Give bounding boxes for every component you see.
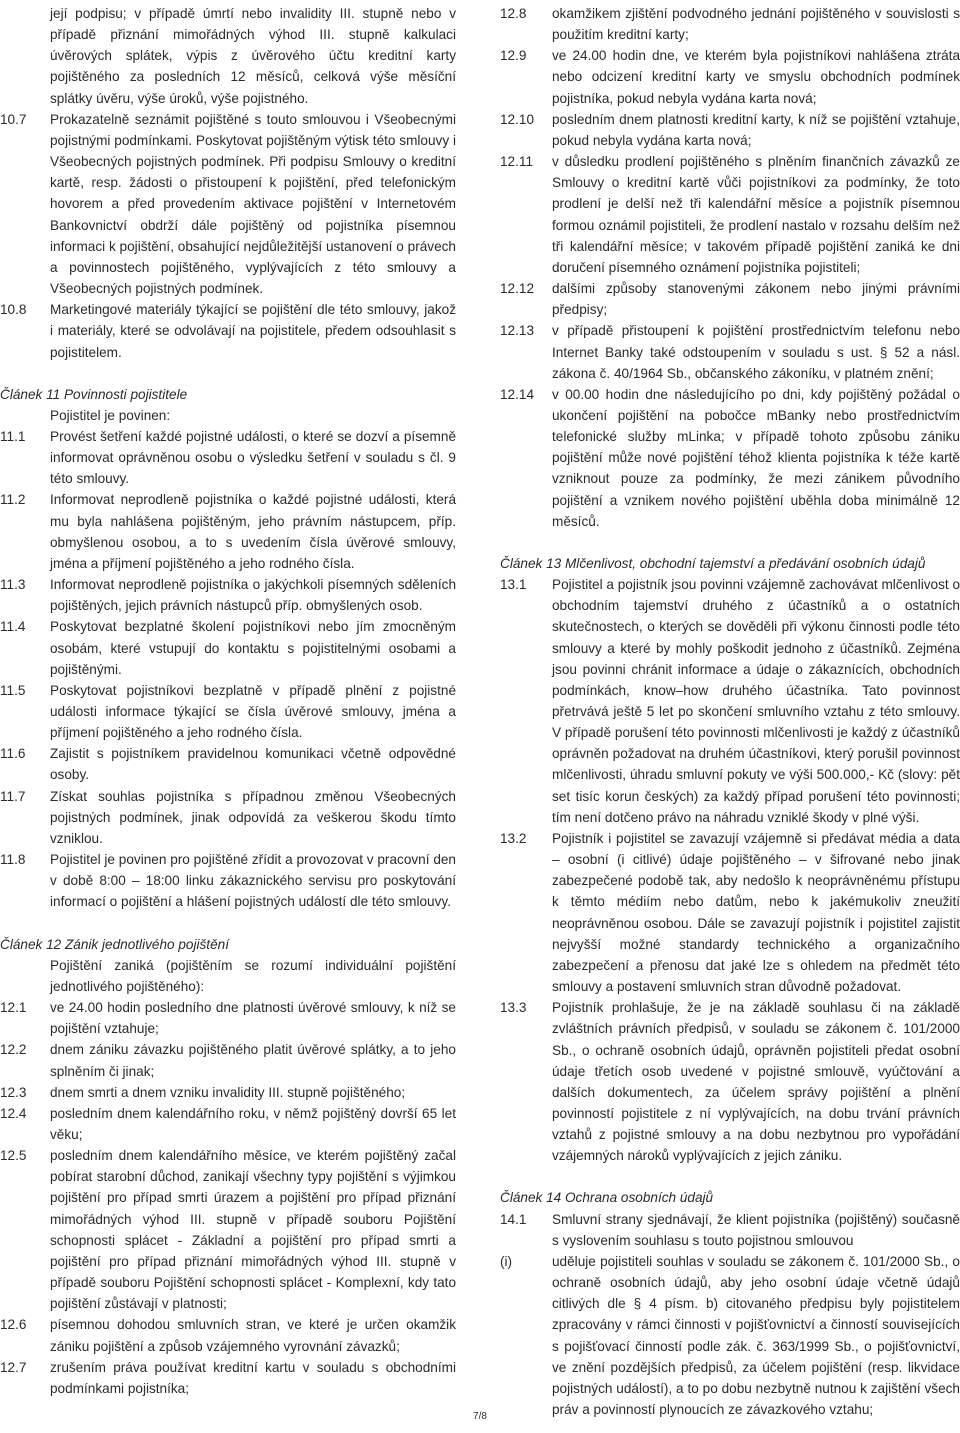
clause-number: 12.13 <box>500 323 535 339</box>
clause-text: v případě přistoupení k pojištění prostřednictvím telefonu nebo Internet Banky také odstoupením v souladu s ust. § 52 a násl. zákona č. 40/1964 Sb., občanského zákoníku, v platném znění; <box>552 323 960 381</box>
clause-text: Marketingové materiály týkající se pojištění dle této smlouvy, jakož i materiály, které se odvolávají na pojistitele, předem odsouhlasit s pojistitelem. <box>50 302 456 360</box>
clause-text: Poskytovat pojistníkovi bezplatně v případě plnění z pojistné události informace týkající se čísla úvěrové smlouvy, jména a příjmení pojištěného a jeho rodného čísla. <box>50 682 456 741</box>
clause-text: okamžikem zjištění podvodného jednání pojištěného v souvislosti s použitím kreditní karty; <box>552 6 960 43</box>
article-12-heading: Článek 12 Zánik jednotlivého pojištění <box>0 936 229 952</box>
clause-13-1 <box>500 574 960 828</box>
clause-number: 10.8 <box>0 302 27 318</box>
clause-text: Smluvní strany sjednávají, že klient pojistníka (pojištěný) současně s vyslovením souhlasu s touto pojistnou smlouvou <box>552 1211 960 1248</box>
article-14-heading: Článek 14 Ochrana osobních údajů <box>500 1190 714 1206</box>
clause-number: 13.2 <box>500 830 527 846</box>
clause-11-7 <box>0 786 456 849</box>
clause-text: Získat souhlas pojistníka s případnou změnou Všeobecných pojistných podmínek, jinak odpovídá za veškerou škodu tímto vzniklou. <box>50 788 456 846</box>
clause-number: 12.9 <box>500 48 527 64</box>
clause-number: 11.8 <box>0 852 26 868</box>
clause-number: 11.2 <box>0 492 26 508</box>
clause-number: 11.1 <box>0 428 26 444</box>
clause-number: 12.8 <box>500 6 527 21</box>
clause-number: 11.3 <box>0 577 26 593</box>
clause-number: 12.10 <box>500 111 535 127</box>
clause-text: Provést šetření každé pojistné události, o které se dozví a písemně informovat oprávněnou osobu o výsledku šetření v souladu s čl. 9 této smlouvy. <box>50 428 456 487</box>
clause-number: 12.5 <box>0 1148 27 1164</box>
clause-text: v 00.00 hodin dne následujícího po dni, kdy pojištěný požádal o ukončení pojištění na pobočce mBanky nebo prostřednictvím telefonické služby mLinka; v případě tohoto způsobu zániku pojištění může nové pojištění téhož klienta pojistníka k téže kartě vzniknout pouze za podmínky, že mezi zánikem původního pojištění a vznikem nového pojištění uběhla doba minimálně 12 měsíců. <box>552 386 960 529</box>
clause-12-4 <box>0 1103 456 1145</box>
clause-12-11 <box>500 151 960 278</box>
clause-12-6 <box>0 1314 456 1356</box>
clause-12-5 <box>0 1145 456 1314</box>
right-column <box>500 3 960 1420</box>
clause-12-14 <box>500 384 960 532</box>
clause-number: 12.6 <box>0 1317 27 1333</box>
clause-number: 12.11 <box>500 154 534 170</box>
clause-text: posledním dnem kalendářního měsíce, ve kterém pojištěný začal pobírat starobní důchod, zanikají všechny typy pojištění s výjimkou pojištění pro případ smrti úrazem a pojištění pro případ přiznání mimořádných výhod III. stupně v případě souboru Pojištění schopnosti splácet - Základní a pojištění pro případ smrti a pojištění pro případ přiznání mimořádných výhod III. stupně v případě souboru Pojištění schopnosti splácet - Komplexní, kdy tato pojištění zůstávají v platnosti; <box>50 1148 456 1312</box>
clause-text: zrušením práva používat kreditní kartu v souladu s obchodními podmínkami pojistníka; <box>50 1359 456 1396</box>
clause-number: 11.6 <box>0 746 26 762</box>
clause-number: 13.3 <box>500 1000 527 1016</box>
clause-text: uděluje pojistiteli souhlas v souladu se zákonem č. 101/2000 Sb., o ochraně osobních údajů, aby jeho osobní údaje včetně údajů citlivých dle § 4 písm. b) citovaného předpisu byly pojistitelem zpracovány v rámci činnosti v pojišťovnictví a činností souvisejících s pojišťovací činností podle zák. č. 363/1999 Sb., o pojišťovnictví, ve znění pozdějších předpisů, za účelem pojištění (resp. likvidace pojistných událostí), a to po dobu nezbytně nutnou k zajištění všech práv a povinností plynoucích ze závazkového vztahu; <box>552 1253 960 1417</box>
clause-text: posledním dnem platnosti kreditní karty, k níž se pojištění vztahuje, pokud nebyla vydána karta nová; <box>552 111 960 148</box>
clause-11-4 <box>0 616 456 679</box>
clause-text: Pojistník prohlašuje, že je na základě souhlasu či na základě zvláštních právních předpisů, v souladu se zákonem č. 101/2000 Sb., o ochraně osobních údajů, oprávněn pojistiteli předat osobní údaje třetích osob uvedené v pojistné smlouvě, vyúčtování a dalších dokumentech, za účelem správy pojištění a plnění povinností pojistitele z ní vyplývajících, na dobu trvání právních vztahů z pojistné smlouvy a na dobu nezbytnou pro vypořádání vzájemných nároků vyplývajících z jejich zániku. <box>552 1000 960 1164</box>
clause-number: 12.1 <box>0 1000 27 1016</box>
clause-12-9 <box>500 45 960 108</box>
clause-11-3 <box>0 574 456 616</box>
clause-11-1 <box>0 426 456 489</box>
clause-text: dnem zániku závazku pojištěného platit úvěrové splátky, a to jeho splněním či jinak; <box>50 1042 456 1079</box>
clause-11-2 <box>0 489 456 574</box>
clause-number: 11.5 <box>0 682 26 698</box>
clause-text: Pojistitel je povinen pro pojištěné zřídit a provozovat v pracovní den v době 8:00 – 18:00 linku zákaznického servisu pro poskytování informací o pojištění a hlášení pojistných událostí dle této smlouvy. <box>50 852 456 910</box>
clause-number: 12.12 <box>500 281 535 297</box>
clause-number: 11.7 <box>0 788 26 804</box>
intro-paragraph: její podpisu; v případě úmrtí nebo invalidity III. stupně nebo v případě přiznání mimořádných výhod III. stupně kalkulaci úvěrových splátek, výpis z úvěrového účtu kreditní karty pojištěného za posledních 12 měsíců, celková výše měsíční splátky úvěru, výše úroků, výše pojistného. <box>50 6 456 106</box>
clause-12-2 <box>0 1039 456 1081</box>
clause-number: 12.4 <box>0 1105 27 1121</box>
clause-10-7 <box>0 109 456 299</box>
article-12-intro: Pojištění zaniká (pojištěním se rozumí individuální pojištění jednotlivého pojištěného): <box>50 957 456 994</box>
clause-12-8 <box>500 3 960 45</box>
clause-13-3 <box>500 997 960 1166</box>
clause-10-8 <box>0 299 456 362</box>
clause-14-1-i <box>500 1251 960 1420</box>
clause-number: 12.2 <box>0 1042 27 1058</box>
clause-text: v důsledku prodlení pojištěného s plněním finančních závazků ze Smlouvy o kreditní kartě vůči pojistníkovi za podmínky, že toto prodlení je delší než tři kalendářní měsíce a pojistník písemnou formou oznámil pojistiteli, že prodlení nastalo v rozsahu delším než tři kalendářní měsíce; v takovém případě pojištění zaniká ke dni doručení písemného oznámení pojistníka pojistiteli; <box>552 154 960 275</box>
clause-text: dnem smrti a dnem vzniku invalidity III. stupně pojištěného; <box>50 1084 406 1100</box>
clause-number: 10.7 <box>0 111 27 127</box>
left-column <box>0 3 456 1399</box>
clause-text: ve 24.00 hodin posledního dne platnosti úvěrové smlouvy, k níž se pojištění vztahuje; <box>50 1000 456 1037</box>
clause-number: 11.4 <box>0 619 26 635</box>
page-number: 7/8 <box>473 1411 487 1422</box>
clause-text: Prokazatelně seznámit pojištěné s touto smlouvou i Všeobecnými pojistnými podmínkami. Poskytovat pojištěným výtisk této smlouvy i Všeobecných pojistných podmínek. Při podpisu Smlouvy o kreditní kartě, resp. žádosti o přistoupení k pojištění, před telefonickým hovorem a před provedením aktivace pojištění v Internetovém Bankovnictví obdrží dále pojištěný od pojistníka písemnou informaci k pojištění, obsahující nejdůležitější ustanovení o právech a povinnostech pojištěného, vyplývajících z této smlouvy a Všeobecných pojistných podmínek. <box>50 111 456 297</box>
clause-text: Informovat neprodleně pojistníka o každé pojistné události, která mu byla nahlášena pojištěným, jeho právním nástupcem, příp. obmyšlenou osobou, a to s uvedením čísla úvěrové smlouvy, jména a příjmení pojištěného a jeho rodného čísla. <box>50 492 456 571</box>
clause-number: 12.3 <box>0 1084 27 1100</box>
clause-12-13 <box>500 320 960 383</box>
clause-number: 12.7 <box>0 1359 27 1375</box>
clause-number: (i) <box>500 1253 513 1269</box>
clause-text: Zajistit s pojistníkem pravidelnou komunikaci včetně odpovědné osoby. <box>50 746 456 783</box>
clause-12-10 <box>500 109 960 151</box>
clause-number: 12.14 <box>500 386 535 402</box>
clause-12-12 <box>500 278 960 320</box>
clause-text: Pojistitel a pojistník jsou povinni vzájemně zachovávat mlčenlivost o obchodním tajemství druhého z účastníků a o ostatních skutečnostech, o kterých se dověděli při výkonu činnosti podle této smlouvy a které by mohly poškodit jednoho z účastníků. Zejména jsou povinni chránit informace a údaje o zákaznících, obchodních podmínkách, know–how druhého účastníka. Tato povinnost přetrvává ještě 5 let po skončení smluvního vztahu z této smlouvy. V případě porušení této povinnosti mlčenlivosti je každý z účastníků oprávněn požadovat na druhém účastníkovi, který porušil povinnost mlčenlivosti, úhradu smluvní pokuty ve výši 500.000,- Kč (slovy: pět set tisíc korun českých) za každý případ porušení této povinnosti; tím není dotčeno právo na náhradu vzniklé škody v plné výši. <box>552 577 960 825</box>
clause-14-1 <box>500 1209 960 1251</box>
clause-number: 14.1 <box>500 1211 527 1227</box>
article-11-intro: Pojistitel je povinen: <box>50 407 171 423</box>
clause-12-3 <box>0 1082 456 1103</box>
clause-12-1 <box>0 997 456 1039</box>
clause-11-6 <box>0 743 456 785</box>
clause-text: posledním dnem kalendářního roku, v němž pojištěný dovrší 65 let věku; <box>50 1105 456 1142</box>
clause-12-7 <box>0 1357 456 1399</box>
clause-text: dalšími způsoby stanovenými zákonem nebo jinými právními předpisy; <box>552 281 960 318</box>
clause-text: písemnou dohodou smluvních stran, ve které je určen okamžik zániku pojištění a způsob vzájemného vyrovnání závazků; <box>50 1317 456 1354</box>
clause-text: Pojistník i pojistitel se zavazují vzájemně si předávat média a data – osobní (i citlivé) údaje pojištěného – v šifrované nebo jinak zabezpečené podobě tak, aby nedošlo k neoprávněnému přístupu k těmto médiím nebo datům, nebo k jakémukoliv zneužití neoprávněnou osobou. Dále se zavazují pojistník i pojistitel zajistit nejvyšší možné standardy technického a organizačního zabezpečení a přenosu dat jaké lze s ohledem na předmět této smlouvy a postavení smluvních stran důvodně požadovat. <box>552 830 960 995</box>
clause-13-2 <box>500 828 960 997</box>
article-11-heading: Článek 11 Povinnosti pojistitele <box>0 386 188 402</box>
clause-text: ve 24.00 hodin dne, ve kterém byla pojistníkovi nahlášena ztráta nebo odcizení kreditní karty ve smyslu obchodních podmínek pojistníka, pokud nebyla vydána karta nová; <box>552 48 960 106</box>
clause-text: Informovat neprodleně pojistníka o jakýchkoli písemných sděleních pojištěných, jejich právních nástupců příp. obmyšlených osob. <box>50 577 456 614</box>
clause-text: Poskytovat bezplatné školení pojistníkovi nebo jím zmocněným osobám, které vstupují do kontaktu s pojistitelnými osobami a pojištěnými. <box>50 619 456 677</box>
clause-11-5 <box>0 680 456 743</box>
clause-11-8 <box>0 849 456 912</box>
article-13-heading: Článek 13 Mlčenlivost, obchodní tajemství a předávání osobních údajů <box>500 555 926 571</box>
clause-number: 13.1 <box>500 577 527 593</box>
